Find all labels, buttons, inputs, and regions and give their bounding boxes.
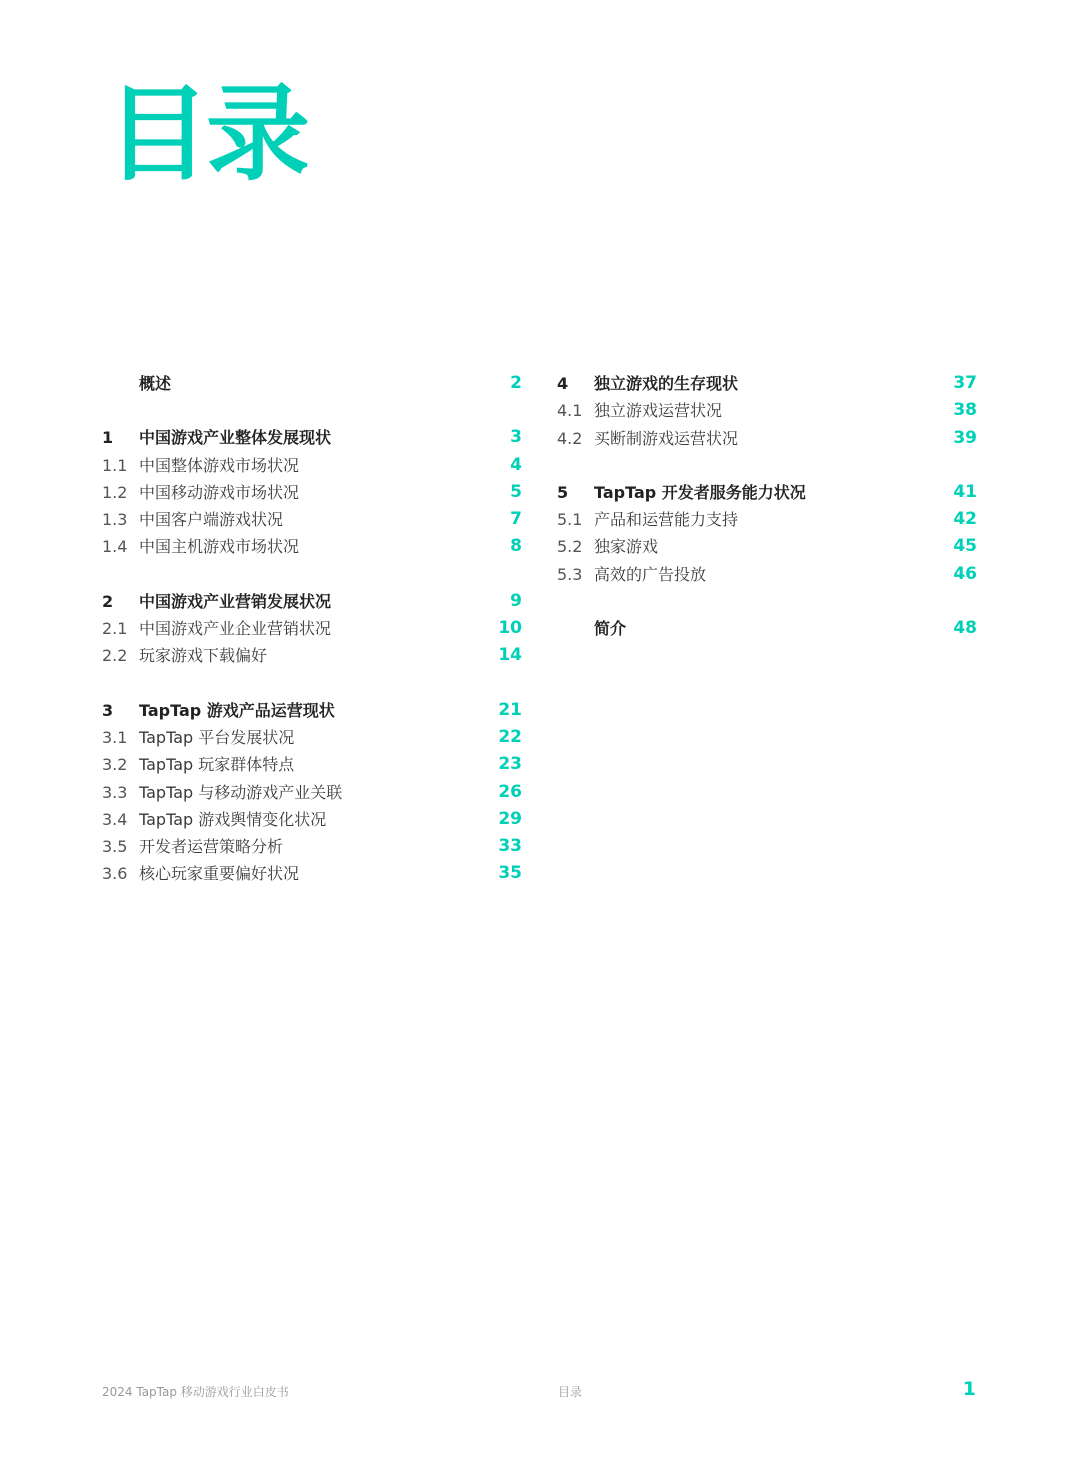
toc-subsection-entry[interactable] <box>557 425 977 452</box>
toc-entry-title: 中国移动游戏市场状况 <box>139 482 300 502</box>
toc-entry-number: 3.2 <box>102 755 128 775</box>
toc-entry-title: 简介 <box>594 619 627 639</box>
toc-entry-number: 3.5 <box>102 837 128 857</box>
toc-entry-title: 产品和运营能力支持 <box>594 510 739 530</box>
toc-entry-title: 中国游戏产业企业营销状况 <box>139 619 332 639</box>
toc-entry-title: 中国主机游戏市场状况 <box>139 537 300 557</box>
toc-subsection-entry[interactable] <box>102 479 522 506</box>
toc-entry-title: TapTap 开发者服务能力状况 <box>594 482 806 502</box>
toc-subsection-entry[interactable] <box>557 397 977 424</box>
toc-entry-number: 1.1 <box>102 455 128 475</box>
toc-entry-number: 1.3 <box>102 510 128 530</box>
toc-entry-title: 独立游戏运营状况 <box>594 401 723 421</box>
toc-entry-title: 独立游戏的生存现状 <box>594 374 739 393</box>
toc-subsection-entry[interactable] <box>557 561 977 588</box>
toc-entry-page-number: 45 <box>953 536 977 557</box>
toc-section-entry[interactable] <box>102 697 522 724</box>
toc-entry-number: 3 <box>102 700 114 720</box>
toc-entry-page-number: 29 <box>498 808 522 829</box>
toc-entry-number: 3.3 <box>102 782 128 802</box>
toc-entry-page-number: 48 <box>953 618 977 639</box>
toc-entry-page-number: 42 <box>953 509 977 530</box>
toc-group <box>102 697 522 888</box>
toc-entry-title: 中国整体游戏市场状况 <box>139 455 300 475</box>
toc-entry-title: TapTap 玩家群体特点 <box>139 755 295 775</box>
toc-entry-title: 独家游戏 <box>594 537 659 557</box>
toc-entry-number: 3.1 <box>102 727 128 747</box>
toc-entry-page-number: 21 <box>498 699 522 720</box>
toc-subsection-entry[interactable] <box>102 533 522 560</box>
toc-entry-page-number: 10 <box>498 618 522 639</box>
toc-entry-title: TapTap 平台发展状况 <box>139 727 295 747</box>
toc-subsection-entry[interactable] <box>102 751 522 778</box>
toc-group <box>102 370 522 397</box>
toc-entry-title: 玩家游戏下载偏好 <box>139 646 268 666</box>
toc-subsection-entry[interactable] <box>557 533 977 560</box>
toc-entry-page-number: 39 <box>953 427 977 448</box>
toc-subsection-entry[interactable] <box>102 724 522 751</box>
footer-section-name: 目录 <box>558 1385 583 1399</box>
toc-entry-number: 5.1 <box>557 510 583 530</box>
toc-section-entry[interactable] <box>102 424 522 451</box>
toc-entry-page-number: 22 <box>498 726 522 747</box>
toc-entry-page-number: 33 <box>498 836 522 857</box>
toc-entry-page-number: 3 <box>510 427 522 448</box>
toc-entry-title: 核心玩家重要偏好状况 <box>139 864 300 884</box>
toc-entry-number: 1.4 <box>102 537 128 557</box>
toc-entry-title: TapTap 与移动游戏产业关联 <box>139 782 343 802</box>
toc-entry-page-number: 8 <box>510 536 522 557</box>
toc-entry-page-number: 9 <box>510 590 522 611</box>
toc-subsection-entry[interactable] <box>557 506 977 533</box>
toc-entry-number: 4.1 <box>557 401 583 421</box>
toc-entry-number: 2.1 <box>102 619 128 639</box>
page-title: 目录 <box>106 73 307 195</box>
footer-page-number: 1 <box>962 1378 976 1400</box>
footer-document-title: 2024 TapTap 移动游戏行业白皮书 <box>102 1385 289 1399</box>
toc-section-entry[interactable] <box>102 370 522 397</box>
toc-subsection-entry[interactable] <box>102 642 522 669</box>
toc-section-entry[interactable] <box>557 370 977 397</box>
toc-entry-number: 2.2 <box>102 646 128 666</box>
toc-subsection-entry[interactable] <box>102 806 522 833</box>
toc-section-entry[interactable] <box>557 479 977 506</box>
toc-entry-page-number: 46 <box>953 563 977 584</box>
toc-right-column <box>557 370 977 669</box>
toc-entry-page-number: 35 <box>498 863 522 884</box>
toc-entry-page-number: 4 <box>510 454 522 475</box>
toc-section-entry[interactable] <box>102 588 522 615</box>
toc-entry-number: 3.4 <box>102 809 128 829</box>
toc-entry-page-number: 38 <box>953 400 977 421</box>
toc-subsection-entry[interactable] <box>102 833 522 860</box>
toc-entry-title: 概述 <box>139 374 172 393</box>
toc-entry-number: 3.6 <box>102 864 128 884</box>
toc-entry-number: 2 <box>102 591 114 611</box>
toc-entry-number: 4 <box>557 374 569 393</box>
toc-entry-page-number: 7 <box>510 509 522 530</box>
toc-group <box>557 370 977 452</box>
toc-left-column <box>102 370 522 915</box>
toc-entry-title: 中国游戏产业整体发展现状 <box>139 428 332 448</box>
toc-entry-page-number: 41 <box>953 481 977 502</box>
toc-entry-number: 4.2 <box>557 428 583 448</box>
toc-entry-number: 5.3 <box>557 564 583 584</box>
toc-entry-page-number: 23 <box>498 754 522 775</box>
toc-entry-title: 中国客户端游戏状况 <box>139 510 284 530</box>
toc-entry-number: 1.2 <box>102 482 128 502</box>
toc-entry-page-number: 2 <box>510 373 522 393</box>
toc-entry-page-number: 26 <box>498 781 522 802</box>
toc-group <box>557 615 977 642</box>
toc-group <box>102 588 522 670</box>
toc-subsection-entry[interactable] <box>102 506 522 533</box>
toc-entry-title: 高效的广告投放 <box>594 564 707 584</box>
toc-subsection-entry[interactable] <box>102 860 522 887</box>
toc-entry-title: 中国游戏产业营销发展状况 <box>139 591 332 611</box>
toc-entry-page-number: 5 <box>510 481 522 502</box>
toc-entry-title: 开发者运营策略分析 <box>139 837 284 857</box>
toc-group <box>102 424 522 560</box>
toc-group <box>557 479 977 588</box>
toc-section-entry[interactable] <box>557 615 977 642</box>
toc-entry-number: 1 <box>102 428 114 448</box>
toc-entry-page-number: 37 <box>953 373 977 393</box>
toc-entry-number: 5 <box>557 482 569 502</box>
toc-entry-number: 5.2 <box>557 537 583 557</box>
toc-subsection-entry[interactable] <box>102 452 522 479</box>
toc-entry-title: TapTap 游戏产品运营现状 <box>139 700 335 720</box>
toc-entry-title: 买断制游戏运营状况 <box>594 428 739 448</box>
toc-subsection-entry[interactable] <box>102 779 522 806</box>
toc-entry-page-number: 14 <box>498 645 522 666</box>
toc-entry-title: TapTap 游戏舆情变化状况 <box>139 809 327 829</box>
toc-subsection-entry[interactable] <box>102 615 522 642</box>
